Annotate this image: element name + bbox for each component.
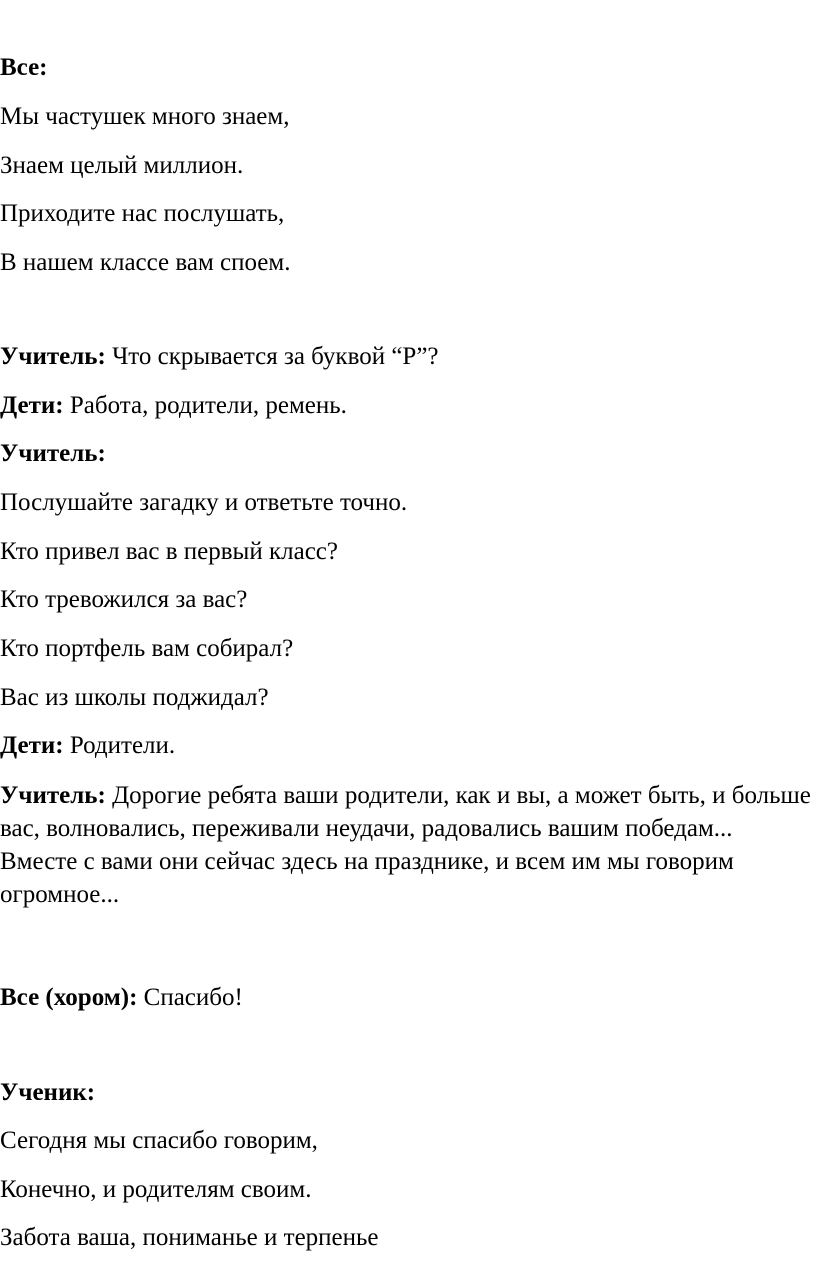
dialogue-text: Родители. bbox=[63, 732, 176, 759]
speaker-label: Все (хором): bbox=[0, 984, 138, 1011]
verse-line: Кто портфель вам собирал? bbox=[0, 635, 294, 662]
verse-line: Забота ваша, пониманье и терпенье bbox=[0, 1224, 379, 1251]
speaker-label: Учитель: bbox=[0, 343, 106, 370]
speaker-label: Дети: bbox=[0, 392, 64, 419]
dialogue-line bbox=[0, 730, 175, 762]
dialogue-line bbox=[0, 390, 347, 422]
verse-line: В нашем классе вам споем. bbox=[0, 249, 291, 276]
speaker-label: Учитель: bbox=[0, 440, 106, 467]
speaker-label: Учитель: bbox=[0, 782, 106, 809]
dialogue-line bbox=[0, 982, 243, 1014]
dialogue-text: Работа, родители, ремень. bbox=[63, 392, 347, 419]
verse-line: Приходите нас послушать, bbox=[0, 200, 285, 227]
speaker-label: Дети: bbox=[0, 732, 64, 759]
dialogue-text: Спасибо! bbox=[137, 984, 243, 1011]
dialogue-text: Что скрывается за буквой “Р”? bbox=[105, 343, 439, 370]
dialogue-paragraph bbox=[0, 779, 814, 911]
verse-line: Вас из школы поджидал? bbox=[0, 684, 269, 711]
speaker-label: Ученик: bbox=[0, 1079, 96, 1106]
verse-line: Знаем целый миллион. bbox=[0, 152, 244, 179]
verse-line: Мы частушек много знаем, bbox=[0, 103, 290, 130]
verse-line: Послушайте загадку и ответьте точно. bbox=[0, 489, 408, 516]
dialogue-text: Дорогие ребята ваши родители, как и вы, а может быть, и больше вас, волновались, переживали неудачи, радовались вашим победам... Вместе с вами они сейчас здесь на празднике, и всем им мы говорим огромное... bbox=[0, 782, 811, 908]
verse-line: Кто тревожился за вас? bbox=[0, 586, 248, 613]
verse-line: Конечно, и родителям своим. bbox=[0, 1176, 312, 1203]
verse-line: Кто привел вас в первый класс? bbox=[0, 538, 338, 565]
dialogue-line bbox=[0, 341, 439, 373]
verse-line: Сегодня мы спасибо говорим, bbox=[0, 1127, 318, 1154]
speaker-label: Все: bbox=[0, 54, 48, 81]
